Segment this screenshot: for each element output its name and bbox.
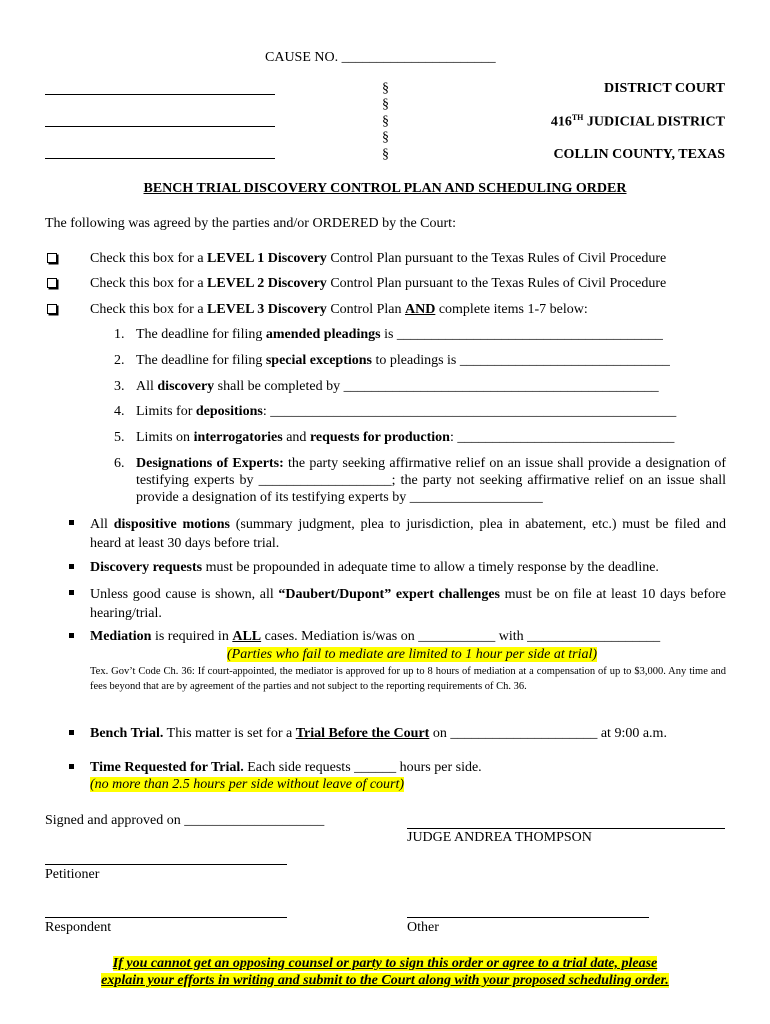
district-label: JUDICIAL DISTRICT <box>583 114 725 130</box>
judge-name: JUDGE ANDREA THOMPSON <box>407 830 592 845</box>
bench-trial[interactable]: Bench Trial. This matter is set for a Trial Before the Court on _____________________ at 9:00 a.m. <box>90 726 667 741</box>
page-title: BENCH TRIAL DISCOVERY CONTROL PLAN AND SCHEDULING ORDER <box>143 181 627 196</box>
cause-number: CAUSE NO. ______________________ <box>265 50 496 65</box>
level-2-text: Check this box for a LEVEL 2 Discovery Control Plan pursuant to the Texas Rules of Civil Procedure <box>90 276 667 291</box>
party-line-3[interactable] <box>45 158 275 159</box>
bullet-icon <box>69 590 74 595</box>
section-symbol: § <box>382 97 389 112</box>
bullet-icon <box>69 520 74 525</box>
signed-date[interactable]: Signed and approved on ____________________ <box>45 813 325 828</box>
section-symbol: § <box>382 130 389 145</box>
mediation-warning: (Parties who fail to mediate are limited to 1 hour per side at trial) <box>227 647 598 662</box>
item-5-number: 5. <box>114 430 125 445</box>
level-2-checkbox[interactable] <box>47 278 57 288</box>
item-special-exceptions[interactable]: The deadline for filing special exceptions to pleadings is ______________________________ <box>136 353 670 368</box>
bullet-icon <box>69 633 74 638</box>
item-discovery[interactable]: All discovery shall be completed by _____________________________________________ <box>136 379 659 394</box>
county: COLLIN COUNTY, TEXAS <box>553 147 725 162</box>
district-number: 416 <box>550 114 572 130</box>
section-symbol: § <box>382 81 389 96</box>
other-label: Other <box>407 920 439 935</box>
intro-text: The following was agreed by the parties and/or ORDERED by the Court: <box>45 216 456 231</box>
footer-note-line-1: If you cannot get an opposing counsel or party to sign this order or agree to a trial date, please <box>112 956 658 971</box>
level-1-text: Check this box for a LEVEL 1 Discovery Control Plan pursuant to the Texas Rules of Civil Procedure <box>90 251 667 266</box>
item-amended-pleadings[interactable]: The deadline for filing amended pleadings is ______________________________________ <box>136 327 663 342</box>
district-ordinal: TH <box>571 113 584 122</box>
item-3-number: 3. <box>114 379 125 394</box>
level-3-text: Check this box for a LEVEL 3 Discovery Control Plan AND complete items 1-7 below: <box>90 302 588 317</box>
mediation[interactable]: Mediation is required in ALL cases. Mediation is/was on ___________ with ___________________ <box>90 629 661 644</box>
party-line-2[interactable] <box>45 126 275 127</box>
level-3-checkbox[interactable] <box>47 304 57 314</box>
item-depositions[interactable]: Limits for depositions: __________________________________________________________ <box>136 404 677 419</box>
respondent-signature-line[interactable] <box>45 917 287 918</box>
level-1-checkbox[interactable] <box>47 253 57 263</box>
daubert-challenges: Unless good cause is shown, all “Daubert/Dupont” expert challenges must be on file at least 10 days before hearing/trial. <box>90 587 727 621</box>
item-4-number: 4. <box>114 404 125 419</box>
bullet-icon <box>69 730 74 735</box>
discovery-requests: Discovery requests must be propounded in adequate time to allow a timely response by the deadline. <box>90 560 659 575</box>
bullet-icon <box>69 564 74 569</box>
respondent-label: Respondent <box>45 920 112 935</box>
time-limit-warning: (no more than 2.5 hours per side without leave of court) <box>90 777 405 792</box>
court-name: DISTRICT COURT <box>603 81 725 96</box>
section-symbol: § <box>382 147 389 162</box>
footer-note-line-2: explain your efforts in writing and submit to the Court along with your proposed scheduling order. <box>101 973 669 988</box>
judicial-district <box>551 113 725 131</box>
section-symbol: § <box>382 114 389 129</box>
time-requested[interactable]: Time Requested for Trial. Each side requests ______ hours per side. <box>90 760 482 775</box>
petitioner-label: Petitioner <box>45 867 100 882</box>
item-1-number: 1. <box>114 327 125 342</box>
item-designation-of-experts[interactable]: Designations of Experts: the party seeking affirmative relief on an issue shall provide a designation of testifying experts by ___________________; the party not seeking affirmative relief on an issue shall provide a designation of its testifying experts by ___________________ <box>136 456 726 505</box>
other-signature-line[interactable] <box>407 917 649 918</box>
petitioner-signature-line[interactable] <box>45 864 287 865</box>
item-interrogatories[interactable]: Limits on interrogatories and requests for production: _______________________________ <box>136 430 675 445</box>
party-line-1[interactable] <box>45 94 275 95</box>
dispositive-motions: All dispositive motions (summary judgment, plea to jurisdiction, plea in abatement, etc.) must be filed and heard at least 30 days before trial. <box>90 517 727 551</box>
bullet-icon <box>69 764 74 769</box>
item-2-number: 2. <box>114 353 125 368</box>
mediation-note: Tex. Gov’t Code Ch. 36: If court-appointed, the mediator is approved for up to 8 hours of mediation at a compensation of up to $3,000. Any time and fees beyond that are by agreement of the parties and not subject to the reporting requirements of Ch. 36. <box>90 666 726 693</box>
item-6-number: 6. <box>114 456 125 471</box>
